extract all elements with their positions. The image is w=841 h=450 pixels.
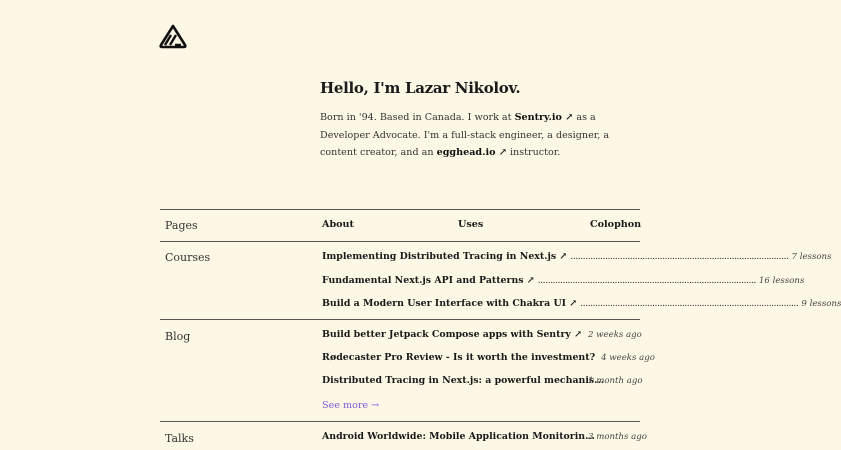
sentry-link[interactable]: Sentry.io ↗ [514,112,574,123]
course-item[interactable]: Build a Modern User Interface with Chakra UI ↗ ..... 9 lessons [322,298,635,309]
courses-section [160,241,841,319]
egghead-link[interactable]: egghead.io ↗ [436,147,507,158]
blog-item[interactable]: Rødecaster Pro Review - Is it worth the investment? 4 weeks ago [322,352,655,363]
see-more-link[interactable]: See more → [322,400,380,411]
bio: Born in '94. Based in Canada. I work at Sentry.io ↗ as a Developer Advocate. I'm a full-stack engineer, a designer, a content creator, and an egghead.io ↗ instructor. [320,112,610,158]
blog-item[interactable]: Distributed Tracing in Next.js: a powerful mechanis... 1 month ago [322,375,643,386]
talk-item[interactable]: Android Worldwide: Mobile Application Monitorin... 3 months ago [322,431,647,442]
section-label: Courses [165,251,211,264]
nav-colophon[interactable]: Colophon [590,219,642,230]
logo-icon[interactable] [159,24,187,48]
course-item[interactable]: Implementing Distributed Tracing in Next.js ↗ ..... 7 lessons [322,251,635,262]
blog-item[interactable]: Build better Jetpack Compose apps with Sentry ↗ 2 weeks ago [322,329,642,340]
blog-section [160,319,655,421]
section-label: Pages [165,219,198,232]
page-title: Hello, I'm Lazar Nikolov. [320,79,521,97]
section-label: Blog [165,330,191,343]
talks-section [160,421,647,450]
course-item[interactable]: Fundamental Next.js API and Patterns ↗ ..... 16 lessons [322,275,635,286]
pages-section [160,209,640,241]
nav-about[interactable]: About [322,219,354,230]
section-label: Talks [165,432,194,445]
nav-uses[interactable]: Uses [458,219,484,230]
